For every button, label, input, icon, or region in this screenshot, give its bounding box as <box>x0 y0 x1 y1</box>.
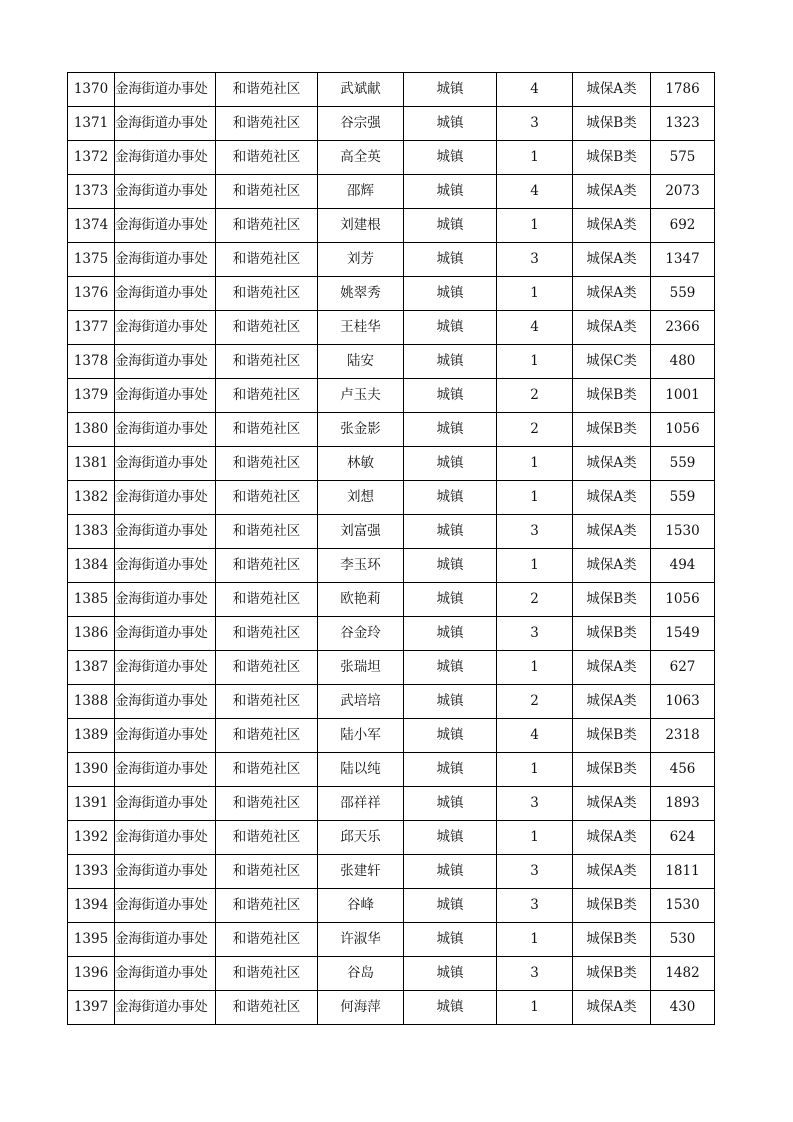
table-row <box>68 515 715 549</box>
cell-subdistrict-office: 金海街道办事处 <box>115 515 216 549</box>
cell-subdistrict-office: 金海街道办事处 <box>115 209 216 243</box>
cell-amount: 1549 <box>651 617 715 651</box>
cell-serial-number: 1383 <box>68 515 115 549</box>
cell-aid-category: 城保A类 <box>573 243 651 277</box>
cell-household-size: 4 <box>497 175 573 209</box>
cell-amount: 456 <box>651 753 715 787</box>
cell-person-name: 张金影 <box>318 413 404 447</box>
table-row <box>68 277 715 311</box>
cell-amount: 2318 <box>651 719 715 753</box>
cell-aid-category: 城保A类 <box>573 175 651 209</box>
cell-serial-number: 1377 <box>68 311 115 345</box>
cell-subdistrict-office: 金海街道办事处 <box>115 379 216 413</box>
cell-household-size: 3 <box>497 107 573 141</box>
cell-area-type: 城镇 <box>404 991 497 1025</box>
cell-household-size: 1 <box>497 991 573 1025</box>
cell-amount: 575 <box>651 141 715 175</box>
table-row <box>68 889 715 923</box>
cell-amount: 559 <box>651 481 715 515</box>
document-page <box>67 72 715 1025</box>
cell-household-size: 1 <box>497 345 573 379</box>
cell-aid-category: 城保A类 <box>573 311 651 345</box>
cell-serial-number: 1395 <box>68 923 115 957</box>
cell-person-name: 卢玉夫 <box>318 379 404 413</box>
cell-serial-number: 1372 <box>68 141 115 175</box>
cell-person-name: 王桂华 <box>318 311 404 345</box>
cell-area-type: 城镇 <box>404 889 497 923</box>
cell-amount: 1347 <box>651 243 715 277</box>
cell-person-name: 李玉环 <box>318 549 404 583</box>
cell-community: 和谐苑社区 <box>216 855 318 889</box>
cell-area-type: 城镇 <box>404 515 497 549</box>
cell-community: 和谐苑社区 <box>216 243 318 277</box>
cell-household-size: 1 <box>497 923 573 957</box>
cell-person-name: 刘建根 <box>318 209 404 243</box>
table-row <box>68 651 715 685</box>
cell-amount: 1482 <box>651 957 715 991</box>
cell-community: 和谐苑社区 <box>216 447 318 481</box>
cell-aid-category: 城保A类 <box>573 651 651 685</box>
cell-area-type: 城镇 <box>404 345 497 379</box>
cell-amount: 2073 <box>651 175 715 209</box>
cell-area-type: 城镇 <box>404 923 497 957</box>
cell-area-type: 城镇 <box>404 957 497 991</box>
cell-subdistrict-office: 金海街道办事处 <box>115 753 216 787</box>
table-row <box>68 311 715 345</box>
cell-community: 和谐苑社区 <box>216 481 318 515</box>
cell-household-size: 3 <box>497 515 573 549</box>
cell-household-size: 1 <box>497 277 573 311</box>
cell-area-type: 城镇 <box>404 447 497 481</box>
cell-subdistrict-office: 金海街道办事处 <box>115 481 216 515</box>
cell-community: 和谐苑社区 <box>216 719 318 753</box>
cell-serial-number: 1378 <box>68 345 115 379</box>
cell-serial-number: 1388 <box>68 685 115 719</box>
cell-person-name: 姚翠秀 <box>318 277 404 311</box>
cell-household-size: 3 <box>497 889 573 923</box>
cell-household-size: 1 <box>497 141 573 175</box>
cell-person-name: 陆安 <box>318 345 404 379</box>
cell-household-size: 2 <box>497 413 573 447</box>
cell-amount: 1786 <box>651 73 715 107</box>
cell-area-type: 城镇 <box>404 685 497 719</box>
cell-subdistrict-office: 金海街道办事处 <box>115 345 216 379</box>
cell-person-name: 武斌献 <box>318 73 404 107</box>
cell-subdistrict-office: 金海街道办事处 <box>115 685 216 719</box>
cell-community: 和谐苑社区 <box>216 549 318 583</box>
table-row <box>68 583 715 617</box>
cell-household-size: 1 <box>497 549 573 583</box>
cell-household-size: 2 <box>497 379 573 413</box>
cell-aid-category: 城保A类 <box>573 515 651 549</box>
cell-household-size: 4 <box>497 73 573 107</box>
cell-community: 和谐苑社区 <box>216 345 318 379</box>
cell-amount: 480 <box>651 345 715 379</box>
cell-community: 和谐苑社区 <box>216 889 318 923</box>
cell-household-size: 1 <box>497 481 573 515</box>
cell-amount: 627 <box>651 651 715 685</box>
cell-amount: 530 <box>651 923 715 957</box>
cell-serial-number: 1374 <box>68 209 115 243</box>
cell-aid-category: 城保A类 <box>573 991 651 1025</box>
cell-household-size: 1 <box>497 753 573 787</box>
cell-aid-category: 城保C类 <box>573 345 651 379</box>
cell-community: 和谐苑社区 <box>216 923 318 957</box>
cell-aid-category: 城保A类 <box>573 685 651 719</box>
cell-community: 和谐苑社区 <box>216 685 318 719</box>
cell-serial-number: 1381 <box>68 447 115 481</box>
cell-aid-category: 城保A类 <box>573 821 651 855</box>
cell-person-name: 陆小军 <box>318 719 404 753</box>
cell-area-type: 城镇 <box>404 855 497 889</box>
cell-serial-number: 1370 <box>68 73 115 107</box>
cell-household-size: 1 <box>497 651 573 685</box>
cell-community: 和谐苑社区 <box>216 515 318 549</box>
cell-community: 和谐苑社区 <box>216 311 318 345</box>
cell-subdistrict-office: 金海街道办事处 <box>115 447 216 481</box>
cell-household-size: 3 <box>497 957 573 991</box>
cell-aid-category: 城保B类 <box>573 617 651 651</box>
cell-aid-category: 城保B类 <box>573 107 651 141</box>
table-row <box>68 855 715 889</box>
cell-household-size: 3 <box>497 617 573 651</box>
table-row <box>68 447 715 481</box>
cell-amount: 1323 <box>651 107 715 141</box>
cell-aid-category: 城保A类 <box>573 549 651 583</box>
cell-household-size: 1 <box>497 209 573 243</box>
cell-area-type: 城镇 <box>404 311 497 345</box>
cell-person-name: 刘想 <box>318 481 404 515</box>
cell-area-type: 城镇 <box>404 175 497 209</box>
cell-community: 和谐苑社区 <box>216 175 318 209</box>
cell-serial-number: 1371 <box>68 107 115 141</box>
cell-community: 和谐苑社区 <box>216 787 318 821</box>
cell-amount: 1056 <box>651 413 715 447</box>
cell-serial-number: 1396 <box>68 957 115 991</box>
cell-serial-number: 1393 <box>68 855 115 889</box>
cell-community: 和谐苑社区 <box>216 413 318 447</box>
cell-area-type: 城镇 <box>404 243 497 277</box>
table-row <box>68 685 715 719</box>
table-row <box>68 549 715 583</box>
cell-person-name: 陆以纯 <box>318 753 404 787</box>
cell-aid-category: 城保A类 <box>573 787 651 821</box>
cell-community: 和谐苑社区 <box>216 379 318 413</box>
cell-subdistrict-office: 金海街道办事处 <box>115 855 216 889</box>
cell-subdistrict-office: 金海街道办事处 <box>115 651 216 685</box>
cell-subdistrict-office: 金海街道办事处 <box>115 991 216 1025</box>
cell-community: 和谐苑社区 <box>216 73 318 107</box>
cell-area-type: 城镇 <box>404 73 497 107</box>
cell-person-name: 谷宗强 <box>318 107 404 141</box>
cell-subdistrict-office: 金海街道办事处 <box>115 243 216 277</box>
cell-amount: 1530 <box>651 889 715 923</box>
cell-person-name: 邵辉 <box>318 175 404 209</box>
cell-amount: 1063 <box>651 685 715 719</box>
cell-serial-number: 1391 <box>68 787 115 821</box>
cell-household-size: 3 <box>497 855 573 889</box>
cell-aid-category: 城保B类 <box>573 923 651 957</box>
cell-person-name: 刘富强 <box>318 515 404 549</box>
cell-amount: 430 <box>651 991 715 1025</box>
cell-subdistrict-office: 金海街道办事处 <box>115 617 216 651</box>
cell-subdistrict-office: 金海街道办事处 <box>115 821 216 855</box>
cell-person-name: 许淑华 <box>318 923 404 957</box>
cell-person-name: 谷金玲 <box>318 617 404 651</box>
cell-person-name: 欧艳莉 <box>318 583 404 617</box>
cell-serial-number: 1392 <box>68 821 115 855</box>
cell-community: 和谐苑社区 <box>216 583 318 617</box>
cell-community: 和谐苑社区 <box>216 991 318 1025</box>
cell-amount: 1001 <box>651 379 715 413</box>
table-row <box>68 175 715 209</box>
cell-community: 和谐苑社区 <box>216 209 318 243</box>
cell-community: 和谐苑社区 <box>216 277 318 311</box>
cell-subdistrict-office: 金海街道办事处 <box>115 787 216 821</box>
cell-household-size: 1 <box>497 447 573 481</box>
cell-area-type: 城镇 <box>404 549 497 583</box>
table-row <box>68 141 715 175</box>
cell-aid-category: 城保B类 <box>573 379 651 413</box>
cell-person-name: 武培培 <box>318 685 404 719</box>
cell-aid-category: 城保A类 <box>573 855 651 889</box>
table-row <box>68 209 715 243</box>
cell-serial-number: 1384 <box>68 549 115 583</box>
cell-person-name: 邱天乐 <box>318 821 404 855</box>
cell-area-type: 城镇 <box>404 379 497 413</box>
cell-serial-number: 1380 <box>68 413 115 447</box>
cell-serial-number: 1389 <box>68 719 115 753</box>
cell-aid-category: 城保B类 <box>573 719 651 753</box>
cell-subdistrict-office: 金海街道办事处 <box>115 107 216 141</box>
table-row <box>68 957 715 991</box>
cell-serial-number: 1386 <box>68 617 115 651</box>
cell-area-type: 城镇 <box>404 753 497 787</box>
cell-person-name: 张建轩 <box>318 855 404 889</box>
cell-subdistrict-office: 金海街道办事处 <box>115 583 216 617</box>
cell-subdistrict-office: 金海街道办事处 <box>115 311 216 345</box>
cell-amount: 1893 <box>651 787 715 821</box>
table-row <box>68 345 715 379</box>
cell-subdistrict-office: 金海街道办事处 <box>115 719 216 753</box>
table-row <box>68 753 715 787</box>
cell-subdistrict-office: 金海街道办事处 <box>115 413 216 447</box>
table-row <box>68 821 715 855</box>
cell-serial-number: 1379 <box>68 379 115 413</box>
cell-aid-category: 城保A类 <box>573 277 651 311</box>
cell-household-size: 4 <box>497 311 573 345</box>
cell-amount: 1811 <box>651 855 715 889</box>
cell-subdistrict-office: 金海街道办事处 <box>115 923 216 957</box>
cell-serial-number: 1376 <box>68 277 115 311</box>
cell-amount: 559 <box>651 447 715 481</box>
cell-community: 和谐苑社区 <box>216 651 318 685</box>
cell-household-size: 1 <box>497 821 573 855</box>
table-row <box>68 991 715 1025</box>
cell-area-type: 城镇 <box>404 277 497 311</box>
cell-community: 和谐苑社区 <box>216 753 318 787</box>
cell-serial-number: 1373 <box>68 175 115 209</box>
cell-serial-number: 1394 <box>68 889 115 923</box>
table-row <box>68 481 715 515</box>
cell-person-name: 谷岛 <box>318 957 404 991</box>
table-row <box>68 107 715 141</box>
cell-aid-category: 城保A类 <box>573 73 651 107</box>
cell-serial-number: 1375 <box>68 243 115 277</box>
table-row <box>68 787 715 821</box>
cell-amount: 559 <box>651 277 715 311</box>
roster-body <box>68 73 715 1025</box>
cell-area-type: 城镇 <box>404 719 497 753</box>
cell-subdistrict-office: 金海街道办事处 <box>115 175 216 209</box>
cell-amount: 2366 <box>651 311 715 345</box>
cell-aid-category: 城保B类 <box>573 957 651 991</box>
cell-amount: 1530 <box>651 515 715 549</box>
cell-serial-number: 1382 <box>68 481 115 515</box>
cell-area-type: 城镇 <box>404 107 497 141</box>
cell-subdistrict-office: 金海街道办事处 <box>115 277 216 311</box>
cell-community: 和谐苑社区 <box>216 617 318 651</box>
cell-person-name: 高全英 <box>318 141 404 175</box>
cell-aid-category: 城保A类 <box>573 209 651 243</box>
cell-serial-number: 1387 <box>68 651 115 685</box>
cell-area-type: 城镇 <box>404 787 497 821</box>
cell-subdistrict-office: 金海街道办事处 <box>115 549 216 583</box>
cell-aid-category: 城保B类 <box>573 413 651 447</box>
cell-subdistrict-office: 金海街道办事处 <box>115 957 216 991</box>
cell-area-type: 城镇 <box>404 141 497 175</box>
cell-area-type: 城镇 <box>404 821 497 855</box>
roster-table <box>67 72 715 1025</box>
cell-aid-category: 城保B类 <box>573 141 651 175</box>
cell-subdistrict-office: 金海街道办事处 <box>115 889 216 923</box>
cell-amount: 494 <box>651 549 715 583</box>
cell-community: 和谐苑社区 <box>216 141 318 175</box>
cell-area-type: 城镇 <box>404 583 497 617</box>
cell-person-name: 何海萍 <box>318 991 404 1025</box>
table-row <box>68 379 715 413</box>
cell-area-type: 城镇 <box>404 651 497 685</box>
cell-amount: 624 <box>651 821 715 855</box>
cell-area-type: 城镇 <box>404 617 497 651</box>
cell-community: 和谐苑社区 <box>216 107 318 141</box>
cell-community: 和谐苑社区 <box>216 957 318 991</box>
cell-amount: 692 <box>651 209 715 243</box>
cell-amount: 1056 <box>651 583 715 617</box>
cell-person-name: 谷峰 <box>318 889 404 923</box>
cell-household-size: 3 <box>497 787 573 821</box>
cell-subdistrict-office: 金海街道办事处 <box>115 73 216 107</box>
cell-aid-category: 城保A类 <box>573 447 651 481</box>
cell-household-size: 2 <box>497 583 573 617</box>
cell-aid-category: 城保B类 <box>573 583 651 617</box>
table-row <box>68 719 715 753</box>
cell-person-name: 刘芳 <box>318 243 404 277</box>
cell-serial-number: 1385 <box>68 583 115 617</box>
table-row <box>68 923 715 957</box>
table-row <box>68 413 715 447</box>
cell-community: 和谐苑社区 <box>216 821 318 855</box>
cell-area-type: 城镇 <box>404 413 497 447</box>
cell-person-name: 张瑞坦 <box>318 651 404 685</box>
cell-aid-category: 城保B类 <box>573 753 651 787</box>
cell-person-name: 林敏 <box>318 447 404 481</box>
cell-household-size: 2 <box>497 685 573 719</box>
cell-aid-category: 城保B类 <box>573 889 651 923</box>
cell-serial-number: 1390 <box>68 753 115 787</box>
cell-area-type: 城镇 <box>404 209 497 243</box>
table-row <box>68 617 715 651</box>
cell-serial-number: 1397 <box>68 991 115 1025</box>
cell-aid-category: 城保A类 <box>573 481 651 515</box>
table-row <box>68 243 715 277</box>
cell-area-type: 城镇 <box>404 481 497 515</box>
cell-household-size: 3 <box>497 243 573 277</box>
cell-household-size: 4 <box>497 719 573 753</box>
table-row <box>68 73 715 107</box>
cell-subdistrict-office: 金海街道办事处 <box>115 141 216 175</box>
cell-person-name: 邵祥祥 <box>318 787 404 821</box>
